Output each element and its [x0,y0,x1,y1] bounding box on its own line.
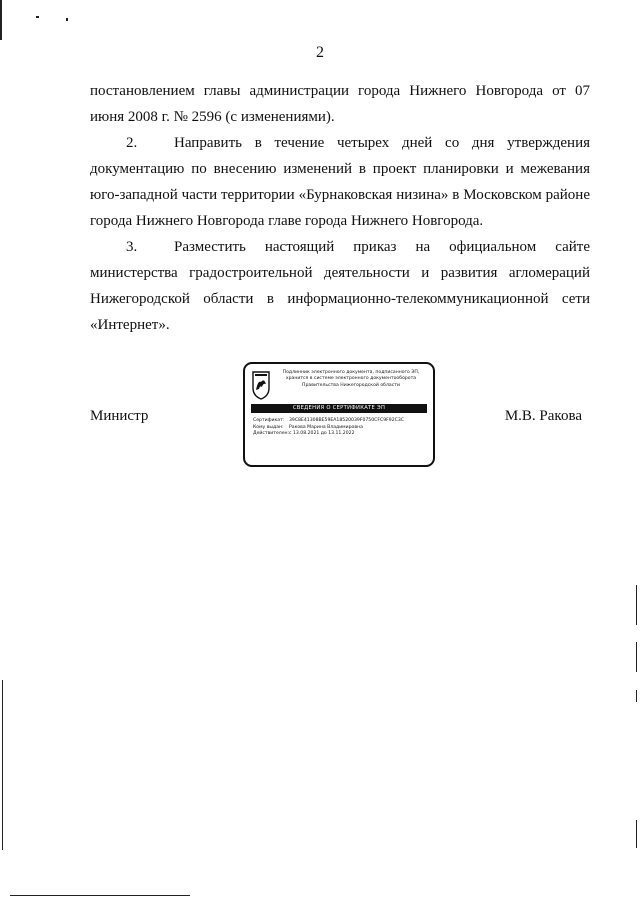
stamp-note-line: хранится в системе электронного документооборота [285,376,417,382]
electronic-signature-stamp [243,362,435,467]
issued-label: Кому выдан: [253,424,284,430]
list-item-number: 2. [126,135,138,151]
cert-value: 39C8E41308BE59EA18520039F0750CFC9F92C3C [289,418,404,423]
coat-of-arms-icon [251,370,271,400]
scan-edge-mark [636,820,637,848]
scan-dot [66,18,68,21]
scan-edge-mark [0,0,2,40]
page-number: 2 [316,44,324,61]
scan-edge-mark [636,690,637,702]
list-item-3 [90,234,590,338]
stamp-note-line: Правительства Нижегородской области [302,382,400,388]
signatory-name: М.В. Ракова [504,408,582,424]
scan-edge-mark [2,680,3,850]
stamp-note [275,370,427,389]
list-item-text: Направить в течение четырех дней со дня утверждения документацию по внесению изменений в проект планировки и межевания юго-западной части территории «Бурнаковская низина» в Московском районе города Нижнего Новгорода главе города Нижнего Новгорода. [90,135,590,229]
stamp-header: СВЕДЕНИЯ О СЕРТИФИКАТЕ ЭП [251,404,427,413]
scan-dot [36,16,39,18]
stamp-details [253,418,427,438]
list-item-text: Разместить настоящий приказ на официальном сайте министерства градостроительной деятельности и развития агломераций Нижегородской области в информационно-телекоммуникационной сети «Интернет». [90,239,590,333]
stamp-note-line: Подлинник электронного документа, подписанного ЭП, [282,370,420,375]
cert-label: Сертификат: [253,418,285,423]
signatory-position: Министр [90,408,149,424]
issued-value: Ракова Марина Владимировна [289,424,363,430]
list-item-2 [90,130,590,234]
valid-label: Действителен: [253,431,290,437]
list-item-number: 3. [126,239,138,255]
scan-edge-mark [636,585,637,625]
paragraph-continuation: постановлением главы администрации города Нижнего Новгорода от 07 июня 2008 г. № 2596 (с изменениями). [90,83,590,125]
scan-bottom-line [10,895,190,896]
scan-edge-mark [636,642,637,672]
valid-value: с 13.08.2021 до 13.11.2022 [289,431,355,437]
